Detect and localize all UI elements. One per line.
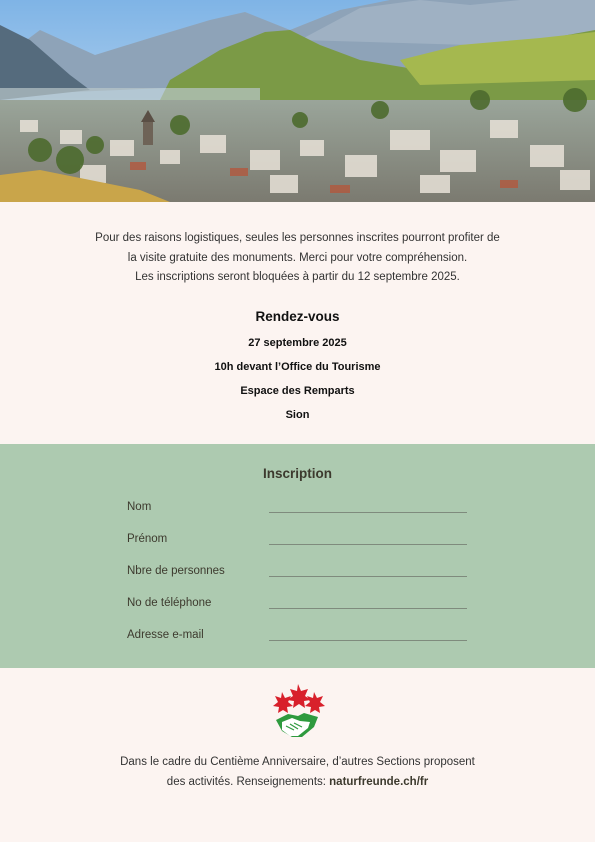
- naturfreunde-logo-icon: [268, 682, 328, 742]
- firstname-line[interactable]: [269, 544, 467, 545]
- footer-line-1: Dans le cadre du Centième Anniversaire, d’autres Sections proposent: [120, 756, 475, 768]
- firstname-field[interactable]: [127, 531, 467, 551]
- inscription-title: Inscription: [262, 466, 332, 481]
- footer-text: [0, 752, 595, 792]
- notice-text: [0, 229, 595, 288]
- rendezvous-city: Sion: [285, 409, 310, 421]
- sion-landscape-image: [0, 0, 595, 202]
- rendezvous-section: [0, 307, 595, 427]
- name-label: Nom: [127, 501, 152, 513]
- people-count-label: Nbre de personnes: [127, 565, 225, 577]
- email-field[interactable]: [127, 627, 467, 647]
- firstname-label: Prénom: [127, 533, 168, 545]
- notice-line-2: la visite gratuite des monuments. Merci pour votre compréhension.: [127, 251, 468, 264]
- rendezvous-date: 27 septembre 2025: [248, 337, 347, 349]
- footer-line-2-prefix: des activités. Renseignements:: [166, 776, 330, 788]
- website-link[interactable]: naturfreunde.ch/fr: [329, 776, 429, 788]
- email-line[interactable]: [269, 640, 467, 641]
- hero-image: [0, 0, 595, 202]
- phone-field[interactable]: [127, 595, 467, 615]
- people-count-field[interactable]: [127, 563, 467, 583]
- people-count-line[interactable]: [269, 576, 467, 577]
- rendezvous-time-place: 10h devant l’Office du Tourisme: [214, 361, 381, 373]
- notice-line-3: Les inscriptions seront bloquées à partir du 12 septembre 2025.: [135, 271, 460, 283]
- email-label: Adresse e-mail: [127, 629, 204, 641]
- phone-label: No de téléphone: [127, 597, 212, 609]
- phone-line[interactable]: [269, 608, 467, 609]
- name-line[interactable]: [269, 512, 467, 513]
- rendezvous-location: Espace des Remparts: [240, 385, 355, 397]
- name-field[interactable]: [127, 499, 467, 519]
- footer-line-2: [0, 772, 595, 792]
- notice-line-1: Pour des raisons logistiques, seules les personnes inscrites pourront profiter de: [95, 232, 500, 244]
- rendezvous-title: Rendez-vous: [255, 309, 340, 324]
